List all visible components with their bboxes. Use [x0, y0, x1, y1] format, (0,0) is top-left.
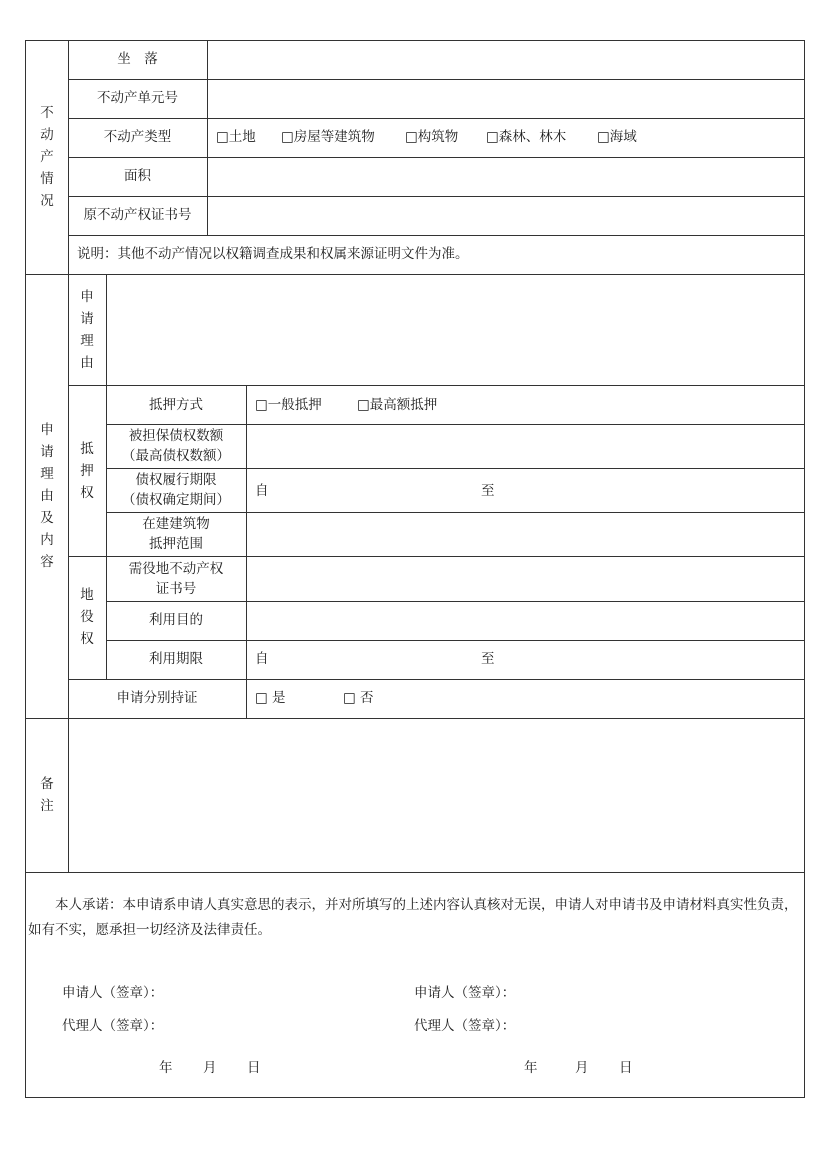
- date-year-left: 年: [159, 1060, 173, 1076]
- col-divider-property: [207, 40, 208, 236]
- agent-sign-right: 代理人（签章）：: [414, 1018, 516, 1034]
- date-day-right: 日: [619, 1060, 633, 1076]
- term-label: 债权履行期限: [135, 472, 217, 488]
- date-month-left: 月: [203, 1060, 217, 1076]
- mortgage-label: 抵押权: [80, 441, 94, 501]
- application-section-title: 申请理由及内容: [40, 422, 54, 570]
- term-to: 至: [481, 483, 495, 499]
- servient-cert-sublabel: 证书号: [155, 581, 197, 597]
- area-label: 面积: [124, 168, 151, 184]
- date-day-left: 日: [247, 1060, 261, 1076]
- location-label: 坐 落: [117, 51, 158, 67]
- mortgage-option-general[interactable]: □一般抵押: [255, 397, 322, 413]
- secured-amount-sublabel: （最高债权数额）: [122, 448, 230, 464]
- row-line: [106, 640, 805, 641]
- separate-cert-label: 申请分别持证: [116, 690, 198, 706]
- construction-sublabel: 抵押范围: [149, 536, 203, 552]
- applicant-sign-right: 申请人（签章）：: [414, 985, 516, 1001]
- pledge-text: 本人承诺：本申请系申请人真实意思的表示，并对所填写的上述内容认真核对无误，申请人对申请书及申请材料真实性负责，如有不实，愿承担一切经济及法律责任。: [28, 897, 798, 938]
- reason-label: 申请理由: [80, 289, 94, 371]
- row-line: [68, 157, 805, 158]
- remarks-label: 备注: [40, 776, 54, 814]
- row-line: [106, 468, 805, 469]
- border-bottom: [25, 1097, 805, 1098]
- term-from: 自: [255, 483, 269, 499]
- date-month-right: 月: [575, 1060, 589, 1076]
- separate-cert-yes[interactable]: □ 是: [255, 690, 286, 706]
- border-top: [25, 40, 805, 41]
- agent-sign-left: 代理人（签章）：: [62, 1018, 164, 1034]
- col-divider-left: [68, 40, 69, 873]
- type-option-forest[interactable]: □森林、林木: [486, 129, 567, 145]
- row-line: [68, 79, 805, 80]
- easement-label: 地役权: [80, 587, 94, 647]
- row-line: [68, 556, 805, 557]
- applicant-sign-left: 申请人（签章）：: [62, 985, 164, 1001]
- purpose-label: 利用目的: [149, 612, 203, 628]
- use-term-label: 利用期限: [149, 651, 203, 667]
- border-left: [25, 40, 26, 1098]
- row-line: [68, 385, 805, 386]
- row-line: [106, 512, 805, 513]
- type-option-land[interactable]: □土地: [216, 129, 256, 145]
- construction-label: 在建建筑物: [142, 516, 210, 532]
- type-option-building[interactable]: □房屋等建筑物: [281, 129, 375, 145]
- term-sublabel: （债权确定期间）: [122, 492, 230, 508]
- row-line: [106, 424, 805, 425]
- row-line: [68, 235, 805, 236]
- type-option-sea[interactable]: □海域: [597, 129, 637, 145]
- col-divider-value: [246, 385, 247, 719]
- date-year-right: 年: [524, 1060, 538, 1076]
- border-right: [804, 40, 805, 1098]
- property-section-title: 不动产情况: [40, 105, 54, 209]
- row-line: [68, 679, 805, 680]
- type-option-structure[interactable]: □构筑物: [405, 129, 459, 145]
- servient-cert-label: 需役地不动产权: [128, 561, 224, 577]
- property-note: 说明：其他不动产情况以权籍调查成果和权属来源证明文件为准。: [77, 246, 469, 262]
- secured-amount-label: 被担保债权数额: [128, 428, 224, 444]
- section-line: [25, 718, 805, 719]
- row-line: [106, 601, 805, 602]
- unit-no-label: 不动产单元号: [97, 90, 178, 106]
- orig-cert-label: 原不动产权证书号: [83, 207, 192, 223]
- mortgage-option-max[interactable]: □最高额抵押: [357, 397, 438, 413]
- use-term-to: 至: [481, 651, 495, 667]
- use-term-from: 自: [255, 651, 269, 667]
- section-line: [25, 872, 805, 873]
- row-line: [68, 118, 805, 119]
- row-line: [68, 196, 805, 197]
- mortgage-method-label: 抵押方式: [149, 397, 203, 413]
- section-line: [25, 274, 805, 275]
- property-type-label: 不动产类型: [103, 129, 172, 145]
- separate-cert-no[interactable]: □ 否: [343, 690, 374, 706]
